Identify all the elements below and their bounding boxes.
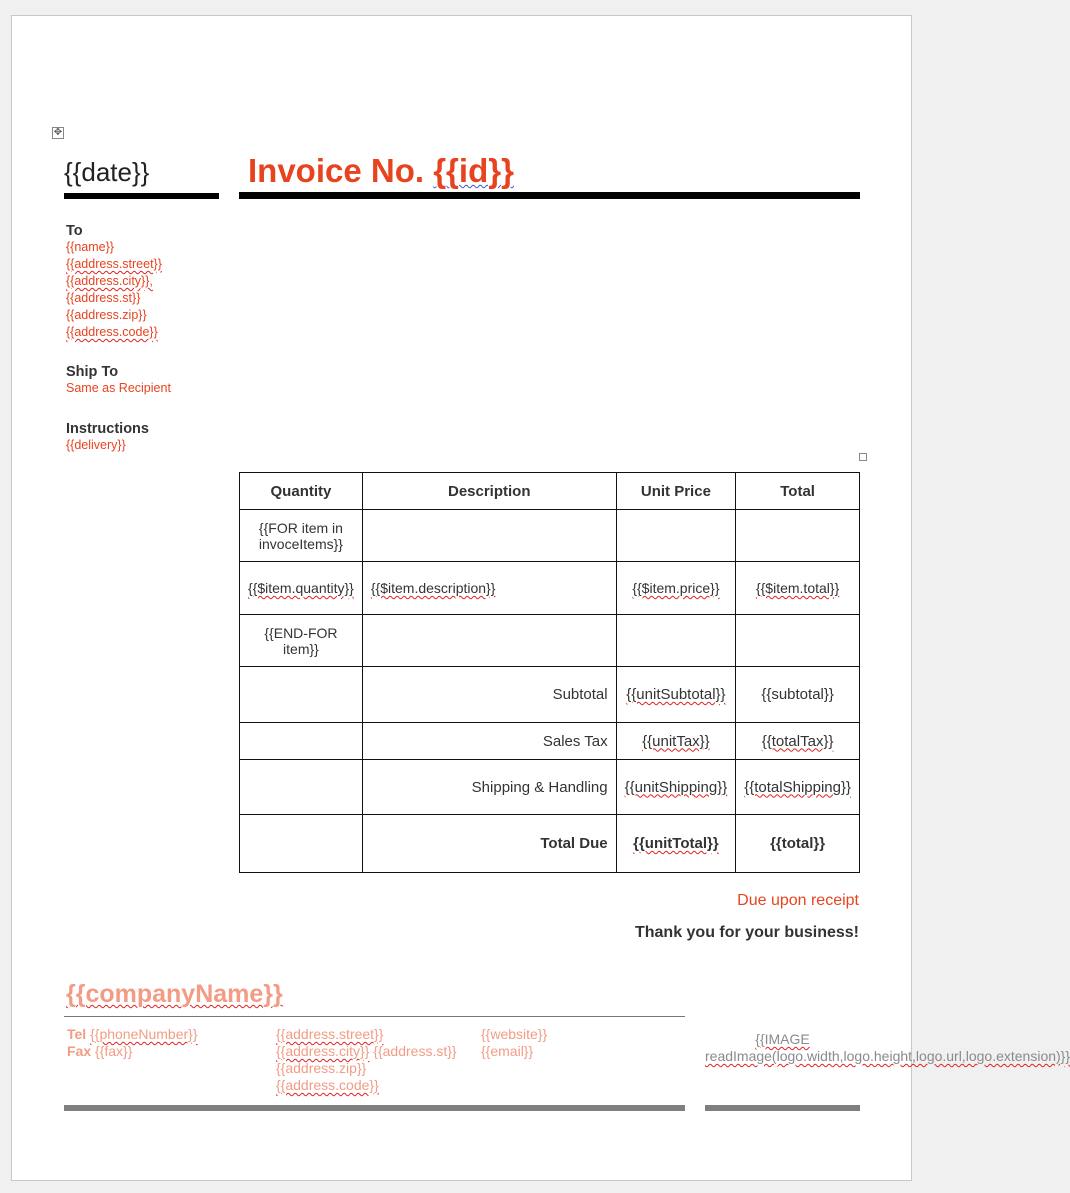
ship-to-value: Same as Recipient: [66, 381, 171, 395]
invoice-id: {{id}}: [433, 152, 514, 189]
unit-shipping: {{unitShipping}}: [616, 760, 736, 815]
logo-placeholder: {{IMAGE readImage(logo.width,logo.height,logo.url,logo.extension)}}: [705, 1031, 1070, 1064]
table-header-row: [240, 473, 860, 510]
item-quantity: {{$item.quantity}}: [240, 562, 363, 615]
unit-subtotal: {{unitSubtotal}}: [616, 667, 736, 723]
item-total: {{$item.total}}: [736, 562, 860, 615]
for-loop-cell: {{FOR item in invoceItems}}: [240, 510, 363, 562]
table-row: [240, 615, 860, 667]
subtotal-value: {{subtotal}}: [736, 667, 860, 723]
table-row: [240, 510, 860, 562]
ship-to-block: [66, 364, 171, 397]
footer-contact: [67, 1026, 198, 1060]
date-underline-bar: [64, 193, 219, 199]
end-for-cell: {{END-FOR item}}: [240, 615, 363, 667]
footer-website: {{website}}: [481, 1026, 548, 1042]
fax-label: Fax: [67, 1043, 92, 1059]
due-note: Due upon receipt: [737, 892, 859, 909]
footer-web: [481, 1026, 547, 1060]
recipient-code: {{address.code}}: [66, 325, 158, 339]
invoice-date: {{date}}: [64, 157, 150, 187]
unit-tax: {{unitTax}}: [616, 723, 736, 760]
table-resize-handle[interactable]: [859, 453, 867, 461]
tax-label: Sales Tax: [362, 723, 616, 760]
header-quantity: Quantity: [240, 473, 363, 510]
footer-code: {{address.code}}: [276, 1077, 379, 1093]
tax-row: [240, 723, 860, 760]
recipient-zip: {{address.zip}}: [66, 308, 147, 322]
footer-city: {{address.city}}: [276, 1043, 370, 1059]
ship-to-label: Ship To: [66, 364, 119, 380]
shipping-row: [240, 760, 860, 815]
total-due-label: Total Due: [362, 815, 616, 873]
invoice-title: [248, 152, 514, 190]
footer-address: [276, 1026, 457, 1094]
shipping-label: Shipping & Handling: [362, 760, 616, 815]
fax-number: {{fax}}: [95, 1043, 133, 1059]
total-tax: {{totalTax}}: [736, 723, 860, 760]
total-shipping: {{totalShipping}}: [736, 760, 860, 815]
recipient-st: {{address.st}}: [66, 291, 141, 305]
footer-st: {{address.st}}: [373, 1043, 457, 1059]
phone-number: {{phoneNumber}}: [90, 1026, 198, 1042]
footer-bar-right: [705, 1105, 860, 1111]
recipient-street: {{address.street}}: [66, 257, 162, 271]
tel-label: Tel: [67, 1026, 87, 1042]
instructions-value: {{delivery}}: [66, 438, 126, 452]
table-move-handle-icon[interactable]: ✥: [53, 127, 63, 138]
total-due-row: [240, 815, 860, 873]
recipient-name: {{name}}: [66, 240, 114, 254]
header-unit-price: Unit Price: [616, 473, 736, 510]
table-row: [240, 562, 860, 615]
company-name: {{companyName}}: [66, 980, 283, 1008]
item-price: {{$item.price}}: [616, 562, 736, 615]
total-value: {{total}}: [736, 815, 860, 873]
unit-total: {{unitTotal}}: [616, 815, 736, 873]
document-page: [11, 15, 1070, 1181]
footer-divider: [64, 1016, 685, 1017]
header-total: Total: [736, 473, 860, 510]
footer-street: {{address.street}}: [276, 1026, 384, 1042]
invoice-label: Invoice No.: [248, 152, 434, 189]
footer-email: {{email}}: [481, 1043, 534, 1059]
thanks-note: Thank you for your business!: [634, 924, 859, 941]
recipient-block: [66, 223, 162, 341]
title-underline-bar: [239, 192, 860, 199]
to-label: To: [66, 223, 83, 239]
instructions-block: [66, 421, 149, 454]
footer-bar-left: [64, 1105, 685, 1111]
subtotal-label: Subtotal: [362, 667, 616, 723]
instructions-label: Instructions: [66, 421, 149, 437]
footer-zip: {{address.zip}}: [276, 1060, 367, 1076]
header-description: Description: [362, 473, 616, 510]
recipient-city: {{address.city}},: [66, 274, 153, 288]
subtotal-row: [240, 667, 860, 723]
items-table: [239, 472, 860, 873]
item-description: {{$item.description}}: [362, 562, 616, 615]
